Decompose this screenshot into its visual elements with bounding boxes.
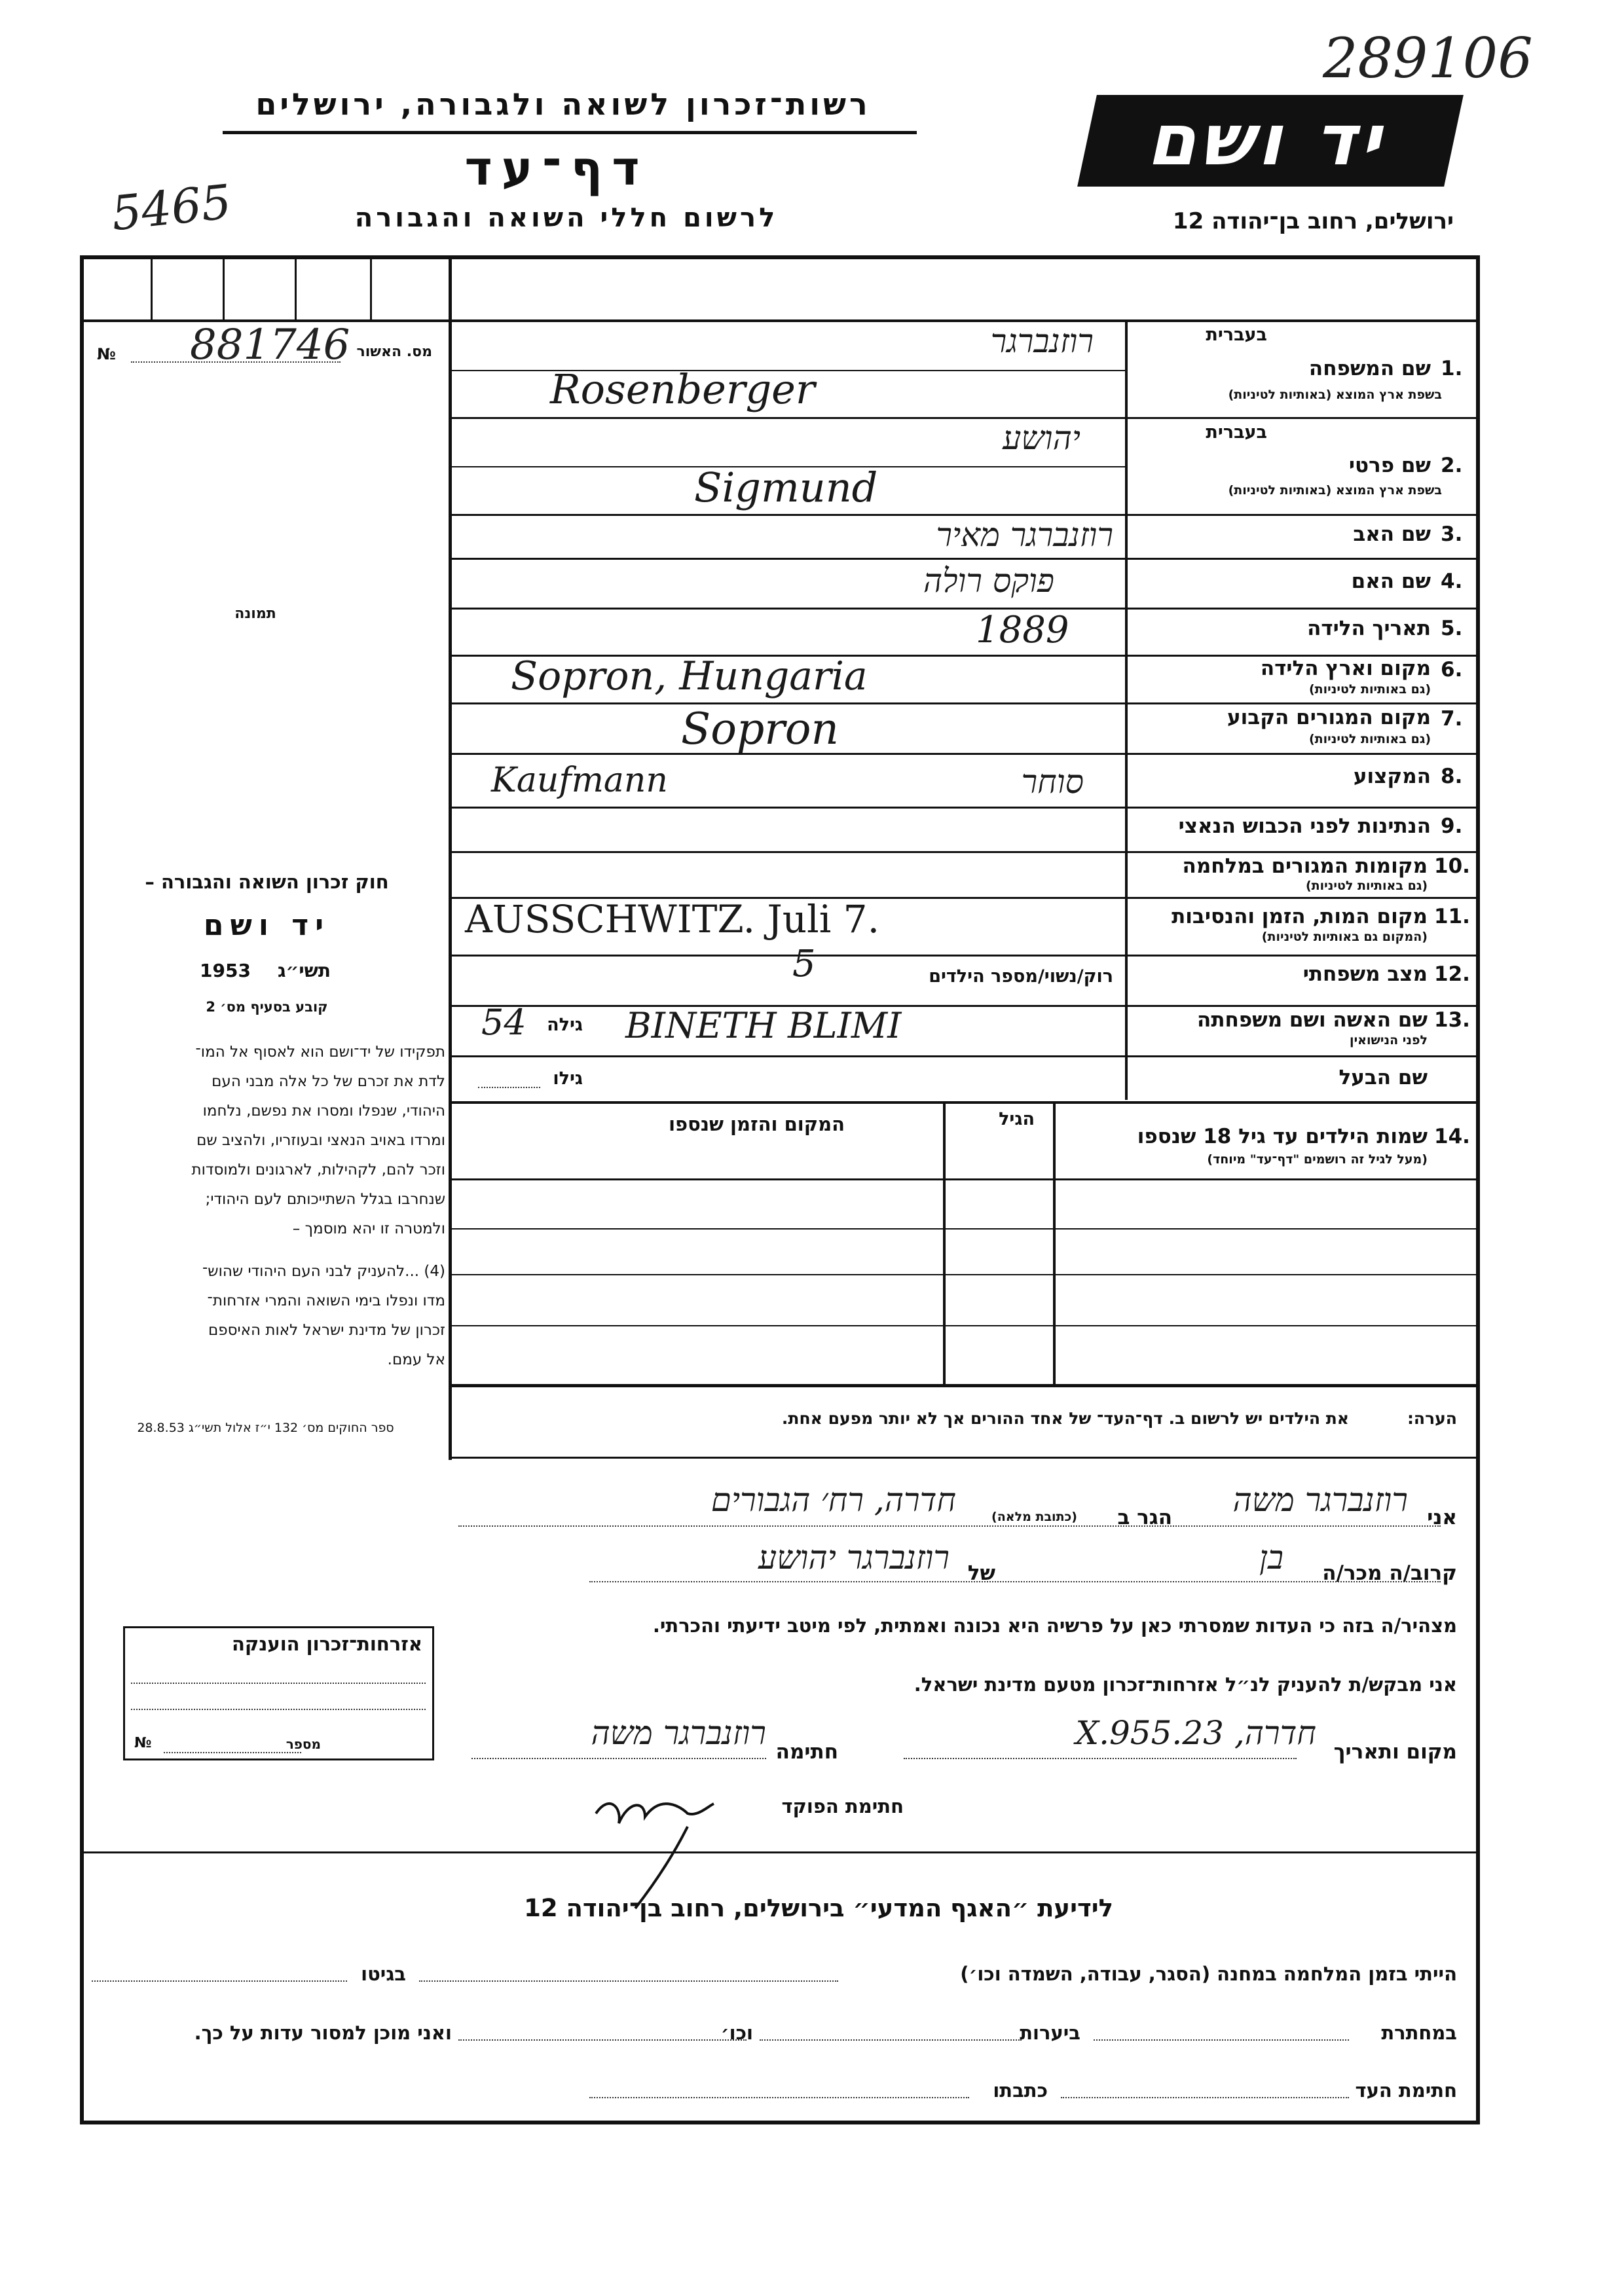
- bottom-line3-fill-1: [1061, 2097, 1349, 2098]
- f1-number: 1.: [1441, 357, 1463, 380]
- f6-label: מקום וארץ הלידה: [1260, 657, 1431, 680]
- bottom-line2-a: במחתרת: [1381, 2022, 1457, 2044]
- law-line: תפקידו של יד־ושם הוא לאסוף אל המו־: [195, 1044, 445, 1061]
- f4-number: 4.: [1441, 570, 1463, 593]
- note-text: את הילדים יש לרשום ב. דף־העד־ של אחד ההורים אך לא יותר מפעם אחת.: [781, 1409, 1349, 1428]
- row-line: [452, 753, 1480, 755]
- table-row: [452, 1178, 1480, 1180]
- frame-divider-labels: [1125, 321, 1128, 1100]
- decl-resident: הגר ב: [1117, 1506, 1172, 1529]
- f5-value[interactable]: 1889: [976, 609, 1069, 651]
- f11-label: מקום המות, הזמן והנסיבות: [1172, 905, 1428, 928]
- f4-label: שם האם: [1351, 570, 1431, 593]
- husband-age-line: [478, 1087, 540, 1088]
- decl-name[interactable]: רוזנברגר משה: [1232, 1481, 1408, 1519]
- strip-cell: [223, 255, 225, 321]
- f5-label: תאריך הלידה: [1307, 617, 1431, 640]
- row-line: [452, 1101, 1480, 1104]
- citizenship-title: אזרחות־זכרון הוענקה: [231, 1633, 422, 1655]
- bottom-line2-c: וכו׳: [720, 2022, 753, 2044]
- citizenship-number-line: [164, 1752, 301, 1753]
- citizenship-line-2: [131, 1709, 426, 1710]
- law-year-hebrew: תשי״ג: [278, 960, 331, 981]
- f13-age-label: גילה: [547, 1015, 583, 1035]
- f6-value[interactable]: Sopron, Hungaria: [511, 653, 868, 699]
- form-title: דף־עד: [464, 141, 649, 196]
- frame-divider-left: [449, 255, 452, 1460]
- table-row: [452, 1325, 1480, 1326]
- strip-cell: [370, 255, 372, 321]
- f10-number: 10.: [1434, 854, 1470, 878]
- law-line: היהודי, שנפלו ומסרו את נפשם, נלחמו: [202, 1102, 445, 1120]
- f13-hint: לפני הנישואין: [1350, 1033, 1428, 1048]
- bottom-line1-end: בגיטו: [361, 1963, 406, 1985]
- f8-number: 8.: [1441, 765, 1463, 788]
- citizenship-no: №: [134, 1735, 152, 1751]
- form-subtitle: לרשום חללי השואה והגבורה: [354, 203, 779, 233]
- decl-line-1: [458, 1525, 1441, 1527]
- f8-value-hebrew[interactable]: סוחר: [1021, 763, 1084, 801]
- row-line: [452, 807, 1480, 809]
- archive-number: 289106: [1323, 26, 1533, 90]
- f2-hint: בשפת ארץ המוצא (באותיות לטיניות): [1228, 483, 1442, 498]
- law-line: אל עמם.: [387, 1351, 445, 1368]
- bottom-line1-fill-2: [92, 1980, 347, 1982]
- signature-value[interactable]: רוזנברגר משה: [591, 1714, 766, 1752]
- address: ירושלים, רחוב בן־יהודה 12: [1172, 208, 1454, 234]
- f14-col-age: הגיל: [999, 1109, 1035, 1129]
- law-year: 1953: [200, 960, 251, 981]
- f8-value-latin[interactable]: Kaufmann: [491, 761, 668, 800]
- law-section: קובע בסעיף מס׳ 2: [206, 999, 328, 1015]
- decl-statement-2: אני מבקש/ת להעניק לנ״ל אזרחות־זכרון מטעם מדינת ישראל.: [913, 1673, 1457, 1696]
- signature-line: [471, 1758, 766, 1759]
- f3-number: 3.: [1441, 522, 1463, 546]
- approval-no: №: [97, 345, 116, 363]
- bottom-line2-fill-1: [1094, 2039, 1349, 2041]
- law-line: (4) ...להעניק לבני העם היהודי שהוש־: [202, 1263, 445, 1280]
- decl-address[interactable]: חדרה, רח׳ הגבורים: [710, 1481, 956, 1519]
- f11-hint: (המקום גם באותיות לטיניות): [1261, 930, 1428, 944]
- f1-hint: בשפת ארץ המוצא (באותיות לטיניות): [1228, 388, 1442, 402]
- row-line: [452, 702, 1480, 704]
- approval-label: מס. האשור: [356, 344, 432, 360]
- decl-relative: קרוב/ה מכר/ה: [1322, 1561, 1457, 1585]
- f3-value[interactable]: רוזנברגר מאיר: [936, 516, 1113, 554]
- place-date-line: [904, 1758, 1297, 1759]
- law-name: יד ושם: [203, 909, 331, 942]
- yad-vashem-logo: יד ושם: [1077, 95, 1464, 187]
- husband-label: שם הבעל: [1338, 1066, 1428, 1089]
- law-text: [88, 1038, 445, 1375]
- bottom-line1-fill: [419, 1980, 838, 1982]
- f2-value-latin[interactable]: Sigmund: [694, 464, 878, 511]
- law-title: חוק זכרון השואה והגבורה –: [145, 871, 389, 893]
- f1-value-latin[interactable]: Rosenberger: [550, 365, 815, 413]
- note-bottom: [452, 1457, 1480, 1459]
- law-line: לדת את זכרם של כל אלה מבני העם: [212, 1073, 445, 1090]
- note-label: הערה:: [1407, 1409, 1457, 1428]
- place-date-value[interactable]: חדרה, 23.X.955: [1075, 1714, 1316, 1752]
- strip-cell: [151, 255, 153, 321]
- row-line: [452, 417, 1480, 419]
- f14-hint: (מעל לגיל זה רושמים "דף־עד" מיוחד): [1207, 1152, 1428, 1167]
- decl-ani: אני: [1427, 1506, 1457, 1529]
- f2-hebrew-tag: בעברית: [1206, 422, 1267, 443]
- authority-name: רשות־זכרון לשואה ולגבורה, ירושלים: [255, 86, 871, 122]
- table-row: [452, 1228, 1480, 1230]
- row-line: [452, 851, 1480, 853]
- decl-relation[interactable]: בן: [1259, 1539, 1283, 1576]
- f1-value-hebrew[interactable]: רוזנברגר: [990, 322, 1094, 360]
- f10-hint: (גם באותיות לטיניות): [1305, 879, 1428, 893]
- husband-age-label: גילו: [553, 1068, 583, 1089]
- decl-statement-1: מצהיר/ה בזה כי העדות שמסרתי כאן על פרשיה היא נכונה ואמתית, לפי מיטב ידיעתי והכרתי.: [652, 1614, 1457, 1637]
- bottom-line3-fill-2: [589, 2097, 969, 2098]
- f10-label: מקומות המגורים במלחמה: [1182, 854, 1428, 878]
- f9-number: 9.: [1441, 814, 1463, 838]
- bottom-line2-fill-2: [760, 2039, 1022, 2041]
- f12-children-count[interactable]: 5: [792, 943, 816, 985]
- row-line: [452, 1005, 1480, 1007]
- law-line: שנחרבו בגלל השתייכותם לעם היהודי;: [205, 1191, 445, 1208]
- photo-label: תמונה: [234, 606, 276, 622]
- bottom-line2-d: ואני מוכן למסור עדות על כך.: [194, 2022, 452, 2044]
- bottom-line2-fill-3: [458, 2039, 747, 2041]
- f5-number: 5.: [1441, 617, 1463, 640]
- authority-underline: [223, 131, 917, 134]
- f13-label: שם האשה ושם משפחתה: [1197, 1008, 1428, 1032]
- law-line: וזכר להם, לקהילות, לארגונים ולמוסדות: [191, 1161, 445, 1178]
- bottom-line1-start: הייתי בזמן המלחמה במחנה (הסגר, עבודה, השמדה וכו׳): [960, 1963, 1457, 1985]
- citizenship-number-label: מספר: [286, 1736, 321, 1752]
- table-col: [1053, 1102, 1056, 1384]
- place-date-label: מקום ותאריך: [1333, 1740, 1457, 1764]
- bottom-line3-b: כתבתו: [993, 2079, 1048, 2102]
- f11-number: 11.: [1434, 905, 1470, 928]
- page-number: 5465: [109, 173, 234, 242]
- f14-number: 14.: [1434, 1125, 1470, 1148]
- f14-col-place: המקום והזמן שנספו: [669, 1113, 845, 1135]
- row-line: [452, 558, 1480, 560]
- bottom-line2-b: ביערות: [1020, 2022, 1080, 2044]
- f9-label: הנתינות לפני הכבוש הנאצי: [1178, 814, 1431, 838]
- f7-value[interactable]: Sopron: [681, 704, 839, 754]
- row-line: [452, 1055, 1480, 1057]
- approval-number: 881746: [190, 321, 350, 369]
- bottom-title: לידיעת ״האגף המדעי״ בירושלים, רחוב בן־יהודה 12: [524, 1894, 1113, 1922]
- decl-of: של: [967, 1561, 995, 1585]
- clerk-label: חתימת הפוקד: [781, 1795, 904, 1817]
- f1-label: שם המשפחה: [1308, 357, 1431, 380]
- f7-hint: (גם באותיות לטיניות): [1308, 732, 1431, 746]
- row-line: [452, 608, 1480, 610]
- f14-label: שמות הילדים עד גיל 18 שנספו: [1137, 1125, 1428, 1148]
- f2-value-hebrew[interactable]: יהושע: [1003, 419, 1080, 457]
- f3-label: שם האב: [1353, 522, 1431, 546]
- f1-hebrew-tag: בעברית: [1206, 325, 1267, 345]
- f7-label: מקום המגורים הקבוע: [1227, 706, 1431, 729]
- law-line: ומרדו באויב הנאצי ובעוזריו, ולהציב שם: [196, 1132, 445, 1149]
- f7-number: 7.: [1441, 707, 1463, 731]
- law-line: זכרון של מדינת ישראל לאות האיספם: [208, 1322, 445, 1339]
- f12-label: מצב משפחתי: [1302, 962, 1428, 986]
- table-row: [452, 1274, 1480, 1275]
- decl-line-2: [589, 1581, 1441, 1582]
- f11-value[interactable]: AUSSCHWITZ. Juli 7.: [465, 897, 880, 941]
- citizenship-line-1: [131, 1683, 426, 1684]
- gazette-reference: ספר החוקים מס׳ 132 י״ז אלול תשי״ג 28.8.53: [137, 1421, 394, 1435]
- f13-age[interactable]: 54: [481, 1002, 526, 1043]
- f13-number: 13.: [1434, 1008, 1470, 1032]
- bottom-section-top: [80, 1851, 1480, 1853]
- f12-status: רוק/נשוי/מספר הילדים: [929, 966, 1113, 987]
- strip-cell: [295, 255, 297, 321]
- f2-label: שם פרטי: [1348, 454, 1431, 477]
- f2-number: 2.: [1441, 454, 1463, 477]
- f6-number: 6.: [1441, 658, 1463, 682]
- decl-address-hint: (כתובת מלאה): [991, 1510, 1077, 1524]
- law-line: מדו ונפלו בימי השואה והמרי אזרחות־: [207, 1292, 445, 1309]
- table-col: [943, 1102, 946, 1384]
- f4-value[interactable]: פוקס רולה: [923, 562, 1054, 600]
- law-line: ולמטרה זו יהא מוסמך –: [292, 1220, 445, 1237]
- f12-number: 12.: [1434, 962, 1470, 986]
- f13-value[interactable]: BINETH BLIMI: [625, 1005, 902, 1046]
- f6-hint: (גם באותיות לטיניות): [1308, 682, 1431, 697]
- bottom-line3-a: חתימת העד: [1355, 2079, 1457, 2102]
- row-line: [452, 955, 1480, 957]
- approval-line: [131, 361, 341, 363]
- decl-of-name[interactable]: רוזנברגר יהושע: [758, 1539, 950, 1576]
- f8-label: המקצוע: [1353, 765, 1431, 788]
- table-bottom: [452, 1384, 1480, 1387]
- signature-label: חתימה: [775, 1740, 838, 1764]
